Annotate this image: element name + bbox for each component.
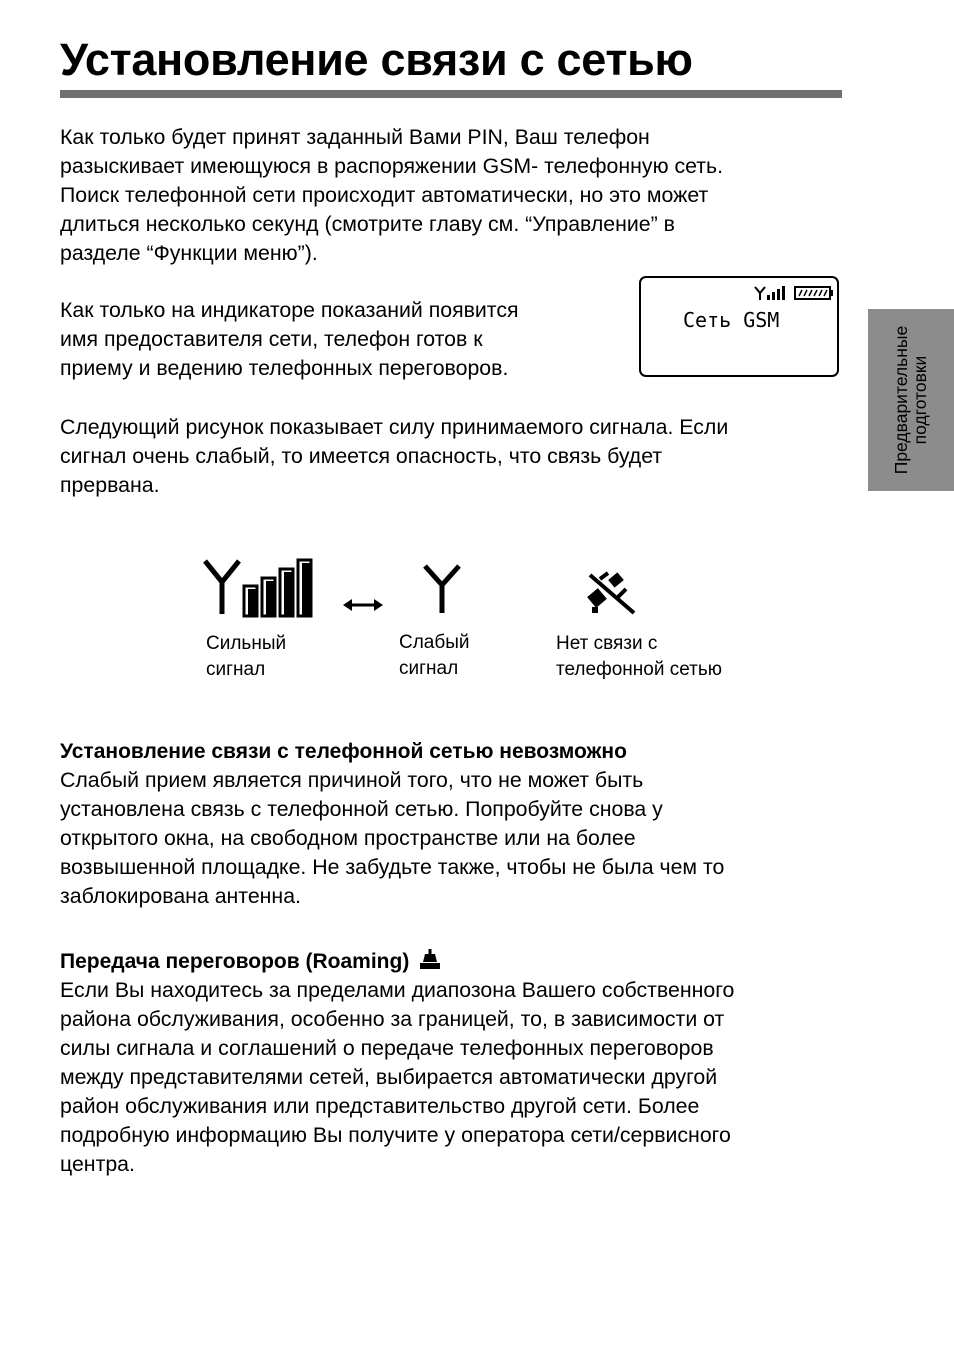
- roaming-heading-text: Передача переговоров (Roaming): [60, 950, 410, 973]
- display-network-name: Сеть GSM: [683, 308, 780, 332]
- no-network-caption: Нет связи с телефонной сетью: [556, 633, 723, 680]
- intro-paragraph: Как только будет принят заданный Вами PIN, Ваш телефон разыскивает имеющуюся в распоряжении GSM- телефонную сеть. Поиск телефонной сети происходит автоматически, но это может длиться несколько секунд (смотрите главу см. “Управление” в разделе “Функции меню”).: [60, 125, 724, 265]
- side-section-label: Предварительные подготовки: [891, 325, 930, 475]
- no-connection-paragraph: Слабый прием является причиной того, что не может быть установлена связь с телефонной сетью. Попробуйте снова у открытого окна, на свободном пространстве или на более возвышенной площадке. Не забудьте также, чтобы не была чем то заблокирована антенна.: [60, 768, 725, 908]
- strong-signal-icon: [202, 558, 320, 618]
- display-signal-icon: [753, 285, 793, 301]
- ready-paragraph: Как только на индикаторе показаний появится имя предоставителя сети, телефон готов к приему и ведению телефонных переговоров.: [60, 298, 519, 380]
- double-arrow-icon: [343, 597, 383, 613]
- no-connection-heading: Установление связи с телефонной сетью невозможно: [60, 740, 627, 763]
- title-underline: [60, 90, 842, 98]
- weak-signal-caption: Слабый сигнал: [399, 632, 470, 679]
- weak-signal-icon: [422, 563, 462, 615]
- phone-display-illustration: [639, 276, 839, 377]
- strong-signal-caption: Сильный сигнал: [206, 633, 287, 680]
- roaming-paragraph: Если Вы находитесь за пределами диапозона Вашего собственного района обслуживания, особенно за границей, то, в зависимости от силы сигнала и соглашений о передаче телефонных переговоров между представителями сетей, выбирается автоматически другой район обслуживания или представительство другой сети. Более подробную информацию Вы получите у оператора сети/сервисного центра.: [60, 978, 735, 1176]
- display-battery-icon: [794, 286, 834, 300]
- roaming-heading: [60, 947, 441, 976]
- signal-intro-paragraph: Следующий рисунок показывает силу принимаемого сигнала. Если сигнал очень слабый, то имеется опасность, что связь будет прервана.: [60, 415, 729, 497]
- side-section-tab: [868, 309, 954, 491]
- no-network-icon: [586, 571, 638, 617]
- roaming-icon: [419, 948, 441, 970]
- page-title: Установление связи с сетью: [60, 34, 693, 85]
